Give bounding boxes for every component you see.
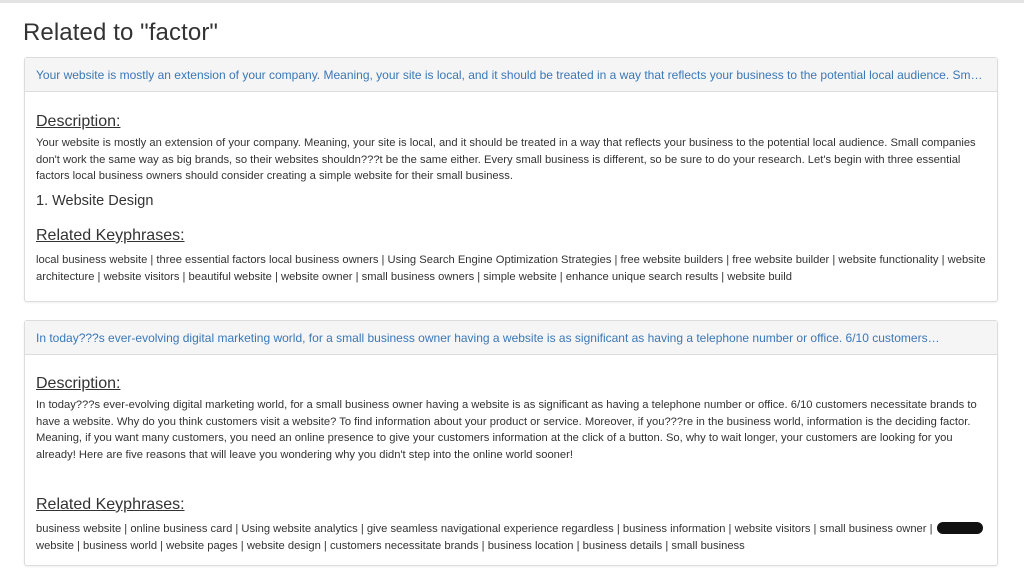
result-body xyxy=(25,92,997,285)
description-label: Description: xyxy=(36,113,121,130)
keyphrases-text-start: business website | online business card | Using website analytics | give seamless navigational experience regardless | business information | website visitors | small business owner | xyxy=(36,523,933,535)
description-container xyxy=(36,135,986,231)
page-title: Related to "factor" xyxy=(23,19,219,46)
result-link[interactable]: Your website is mostly an extension of your company. Meaning, your site is local, and it should be treated in a way that reflects your business to the potential local audience. Sm… xyxy=(36,67,983,82)
description-label: Description: xyxy=(36,375,121,392)
redaction-mark xyxy=(937,522,983,534)
result-link[interactable]: In today???s ever-evolving digital marketing world, for a small business owner having a website is as significant as having a telephone number or office. 6/10 customers… xyxy=(36,330,940,345)
description-text: In today???s ever-evolving digital marketing world, for a small business owner having a website is as significant as having a telephone number or office. 6/10 customers necessitate brands to have a website. Why do you think customers visit a website? To find information about your product or service. Moreover, if you???re in the business world, information is the deciding factor. Meaning, if you want many customers, you need an online presence to give your customers information at the click of a button. So, why to wait longer, your customers are looking for you already! Here are five reasons that will leave you wondering why you didn't step into the online world sooner! xyxy=(36,399,977,461)
top-border xyxy=(0,0,1024,3)
result-heading xyxy=(25,58,997,92)
result-panel xyxy=(24,57,998,302)
result-heading xyxy=(25,321,997,355)
keyphrases-text: local business website | three essential factors local business owners | Using Search Engine Optimization Strategies | free website builders | free website builder | website functionality | website architecture | website visitors | beautiful website | website owner | small business owners | simple website | enhance unique search results | website build xyxy=(36,254,986,283)
keyphrases-text xyxy=(36,521,986,554)
keyphrases-label: Related Keyphrases: xyxy=(36,496,185,513)
keyphrases-text-end: website | business world | website pages | website design | customers necessitate brands | business location | business details | small business xyxy=(36,539,745,552)
result-body xyxy=(25,355,997,554)
description-text: Your website is mostly an extension of your company. Meaning, your site is local, and it should be treated in a way that reflects your business to the potential local audience. Small companies don't work the same way as big brands, so their websites shouldn???t be the same either. Every small business is different, so be sure to do your research. Let's begin with three essential factors local business owners should consider creating a simple website for their small business. xyxy=(36,137,976,182)
description-subheading: 1. Website Design xyxy=(36,192,154,209)
result-panel xyxy=(24,320,998,566)
description-container xyxy=(36,397,986,497)
keyphrases-label: Related Keyphrases: xyxy=(36,227,185,244)
